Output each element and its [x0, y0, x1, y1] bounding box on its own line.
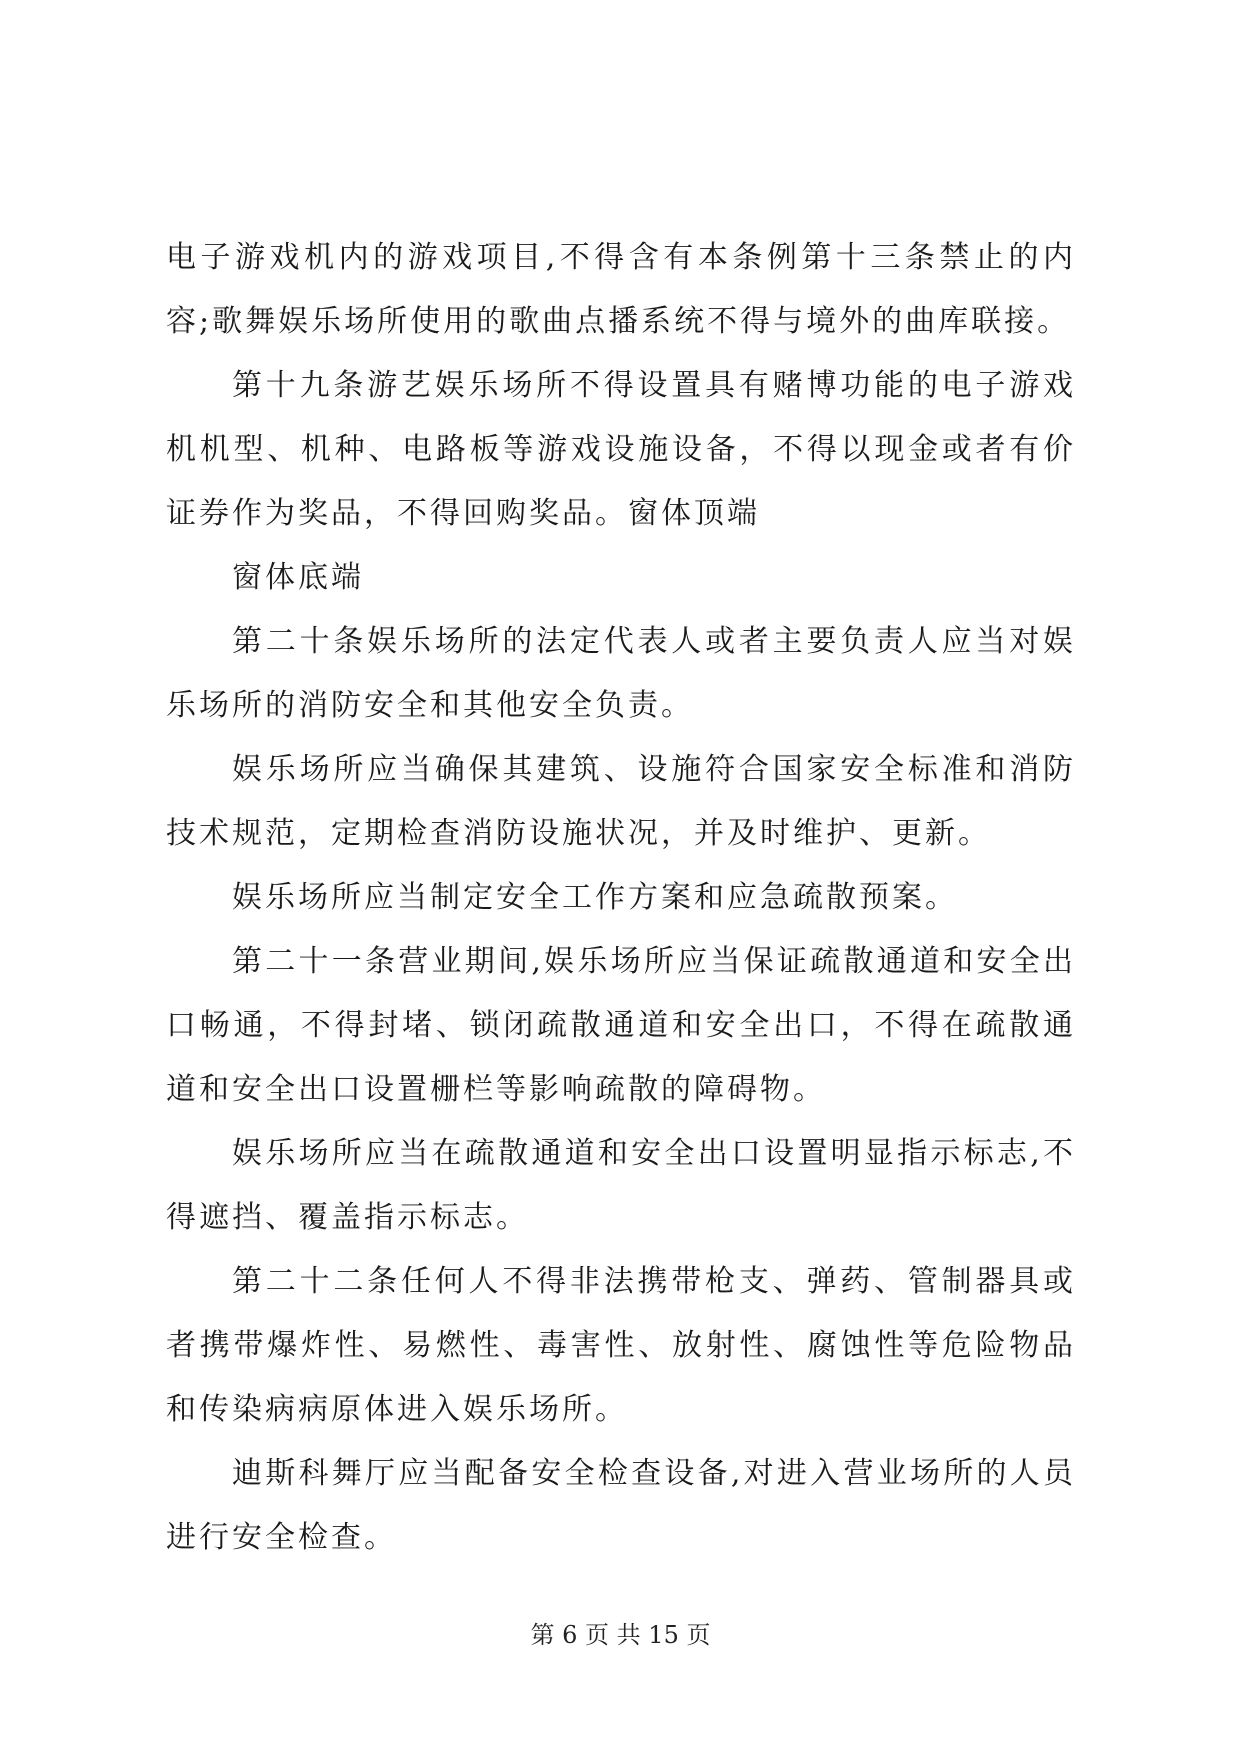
paragraph: 第二十条娱乐场所的法定代表人或者主要负责人应当对娱乐场所的消防安全和其他安全负责。	[166, 624, 1076, 723]
page-number-footer: 第 6 页 共 15 页	[530, 1621, 711, 1649]
paragraph: 娱乐场所应当确保其建筑、设施符合国家安全标准和消防技术规范，定期检查消防设施状况，并及时维护、更新。	[166, 752, 1076, 851]
paragraph: 第二十二条任何人不得非法携带枪支、弹药、管制器具或者携带爆炸性、易燃性、毒害性、放射性、腐蚀性等危险物品和传染病病原体进入娱乐场所。	[166, 1264, 1076, 1427]
paragraph: 娱乐场所应当制定安全工作方案和应急疏散预案。	[232, 880, 958, 915]
document-body	[166, 226, 1076, 1570]
paragraph: 娱乐场所应当在疏散通道和安全出口设置明显指示标志,不得遮挡、覆盖指示标志。	[166, 1136, 1076, 1235]
paragraph: 第二十一条营业期间,娱乐场所应当保证疏散通道和安全出口畅通，不得封堵、锁闭疏散通道和安全出口，不得在疏散通道和安全出口设置栅栏等影响疏散的障碍物。	[166, 944, 1076, 1107]
paragraph: 窗体底端	[232, 560, 364, 595]
paragraph: 迪斯科舞厅应当配备安全检查设备,对进入营业场所的人员进行安全检查。	[166, 1456, 1076, 1555]
paragraph: 电子游戏机内的游戏项目,不得含有本条例第十三条禁止的内容;歌舞娱乐场所使用的歌曲点播系统不得与境外的曲库联接。	[166, 240, 1076, 339]
paragraph: 第十九条游艺娱乐场所不得设置具有赌博功能的电子游戏机机型、机种、电路板等游戏设施设备，不得以现金或者有价证券作为奖品，不得回购奖品。窗体顶端	[166, 368, 1076, 531]
